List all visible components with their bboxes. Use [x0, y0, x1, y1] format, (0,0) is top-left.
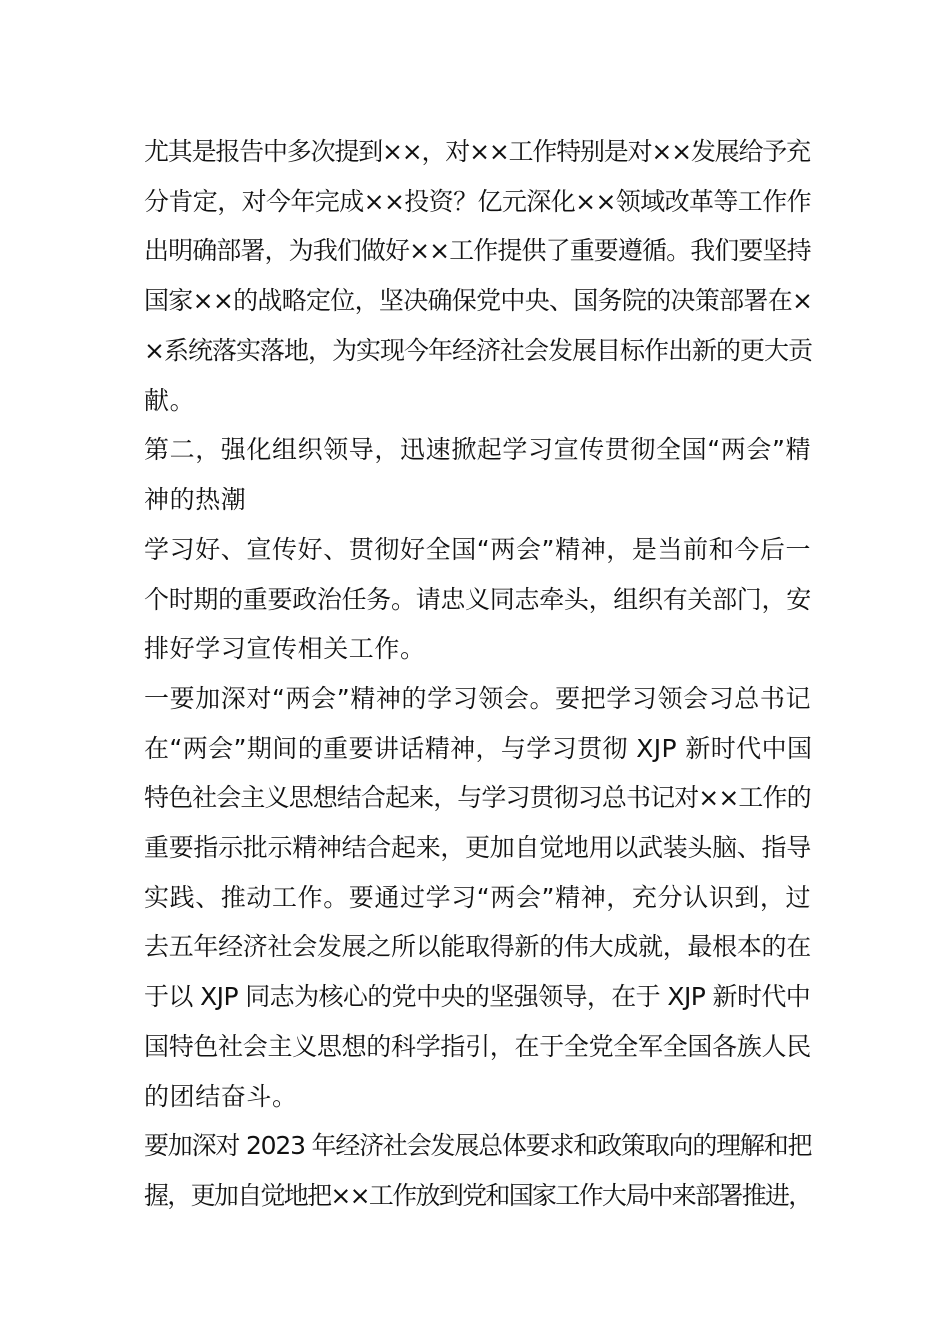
text-line: 一要加深对“两会”精神的学习领会。要把学习领会习总书记: [144, 684, 812, 713]
text-line: 去五年经济社会发展之所以能取得新的伟大成就，最根本的在: [144, 932, 811, 961]
text-line: 特色社会主义思想结合起来，与学习贯彻习总书记对××工作的: [144, 783, 811, 812]
text-line: 排好学习宣传相关工作。: [144, 634, 426, 663]
text-line: 在“两会”期间的重要讲话精神，与学习贯彻 XJP 新时代中国: [144, 734, 813, 763]
text-line: 尤其是报告中多次提到××，对××工作特别是对××发展给予充: [144, 137, 810, 166]
text-line: 握，更加自觉地把××工作放到党和国家工作大局中来部署推进，: [144, 1181, 812, 1210]
text-line: 出明确部署，为我们做好××工作提供了重要遵循。我们要坚持: [144, 236, 811, 265]
text-line: 第二，强化组织领导，迅速掀起学习宣传贯彻全国“两会”精: [144, 435, 812, 464]
text-line: 学习好、宣传好、贯彻好全国“两会”精神，是当前和今后一: [144, 535, 812, 564]
text-line: 于以 XJP 同志为核心的党中央的坚强领导，在于 XJP 新时代中: [144, 982, 811, 1011]
text-line: 个时期的重要政治任务。请忠义同志牵头，组织有关部门，安: [144, 585, 811, 614]
text-line: 重要指示批示精神结合起来，更加自觉地用以武装头脑、指导: [144, 833, 811, 862]
text-line: 国特色社会主义思想的科学指引，在于全党全军全国各族人民: [144, 1032, 811, 1061]
text-line: 国家××的战略定位，坚决确保党中央、国务院的决策部署在×: [144, 286, 813, 315]
text-line: 神的热潮: [144, 485, 247, 514]
text-line: ×系统落实落地，为实现今年经济社会发展目标作出新的更大贡: [144, 336, 812, 365]
text-line: 献。: [144, 386, 196, 415]
text-line: 分肯定，对今年完成××投资？亿元深化××领域改革等工作作: [144, 187, 811, 216]
text-line: 实践、推动工作。要通过学习“两会”精神，充分认识到，过: [144, 883, 812, 912]
text-line: 要加深对 2023 年经济社会发展总体要求和政策取向的理解和把: [144, 1131, 812, 1160]
text-line: 的团结奋斗。: [144, 1082, 298, 1111]
